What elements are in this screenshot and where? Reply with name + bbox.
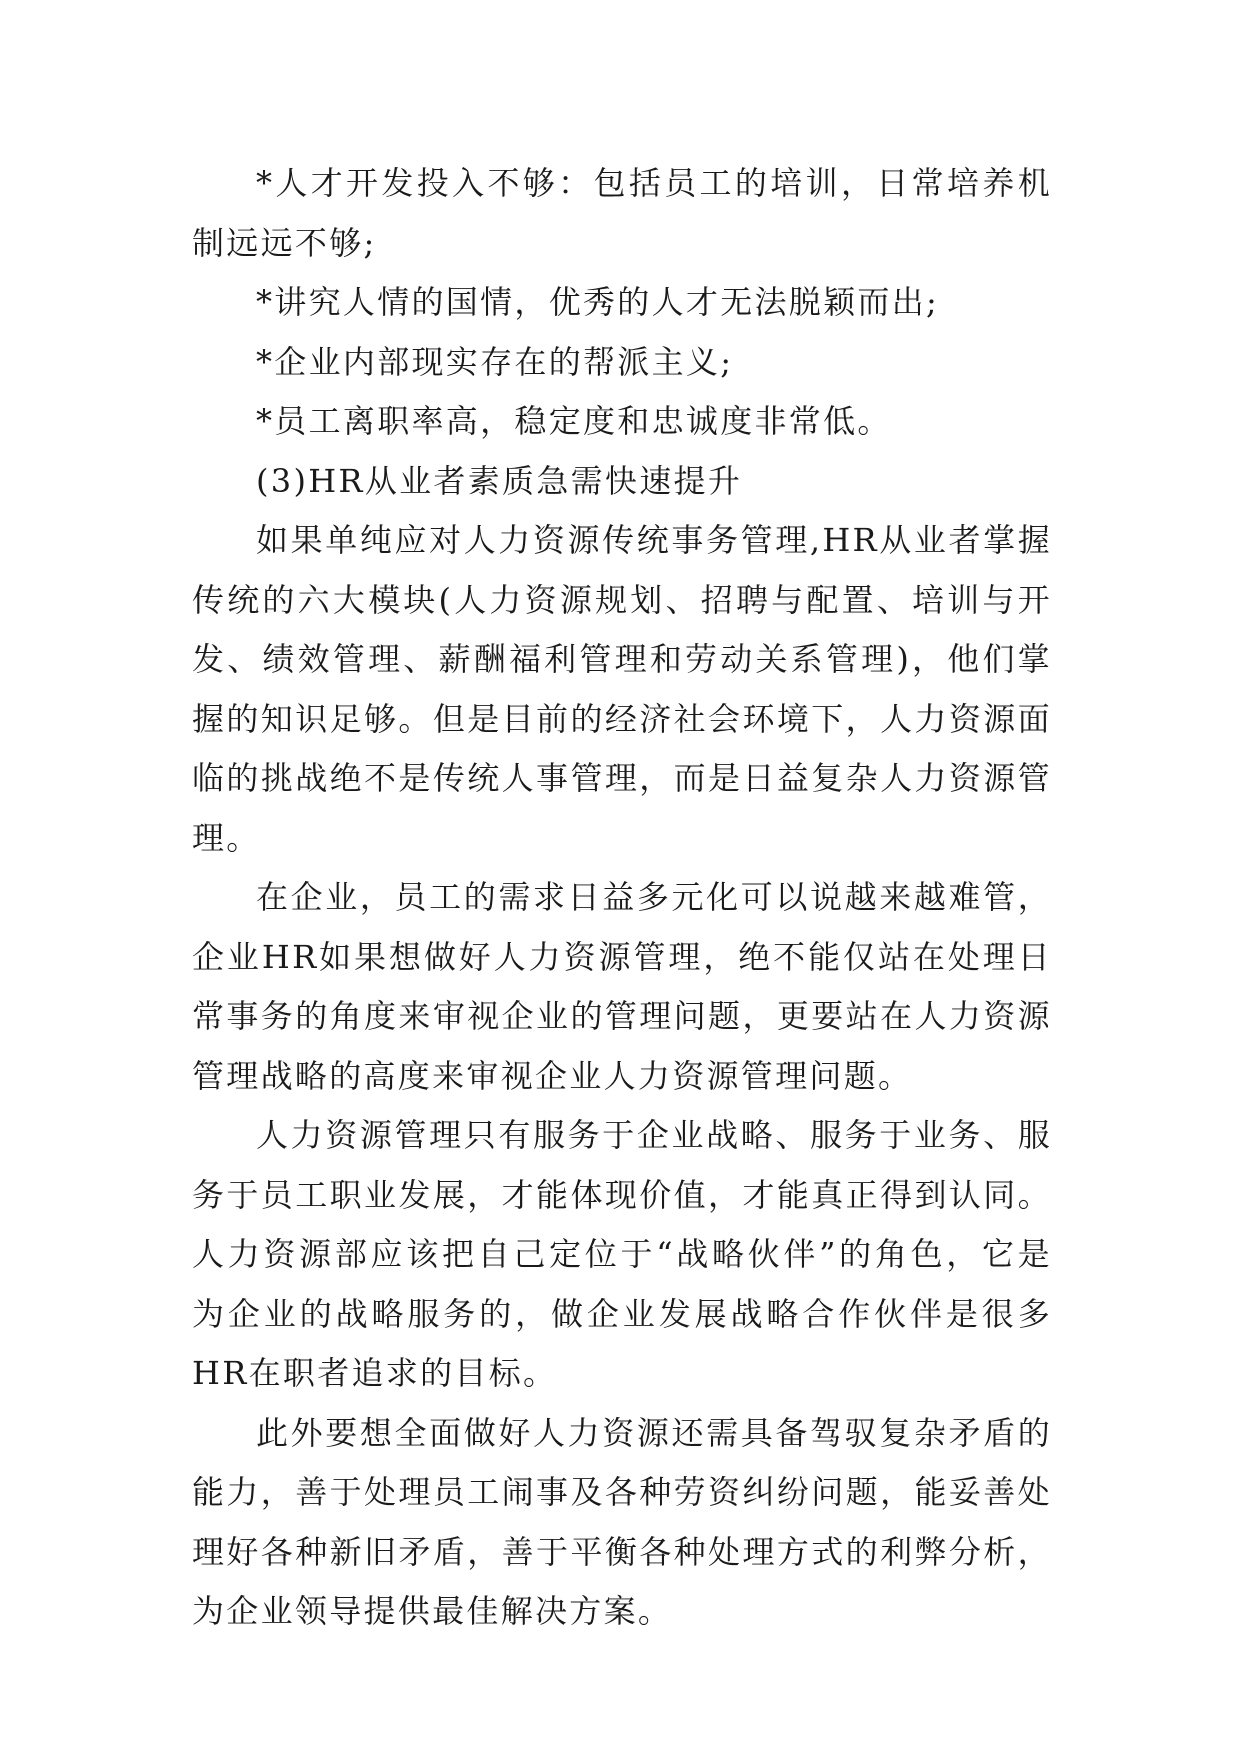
paragraph-conflict-handling: 此外要想全面做好人力资源还需具备驾驭复杂矛盾的能力，善于处理员工闹事及各种劳资纠纷问题，能妥善处理好各种新旧矛盾，善于平衡各种处理方式的利弊分析，为企业领导提供最佳解决方案。 [192, 1413, 1052, 1630]
paragraph-traditional-modules: 如果单纯应对人力资源传统事务管理,HR从业者掌握传统的六大模块(人力资源规划、招聘与配置、培训与开发、绩效管理、薪酬福利管理和劳动关系管理)，他们掌握的知识足够。但是目前的经济社会环境下，人力资源面临的挑战绝不是传统人事管理，而是日益复杂人力资源管理。 [192, 521, 1052, 857]
document-body [192, 154, 1052, 1642]
paragraph-human-relations: *讲究人情的国情，优秀的人才无法脱颖而出; [256, 283, 940, 321]
section-heading-hr-quality: (3)HR从业者素质急需快速提升 [256, 461, 743, 500]
paragraph-talent-investment: *人才开发投入不够：包括员工的培训，日常培养机制远远不够; [192, 164, 1052, 262]
paragraph-turnover: *员工离职率高，稳定度和忠诚度非常低。 [256, 402, 892, 440]
paragraph-employee-needs: 在企业，员工的需求日益多元化可以说越来越难管，企业HR如果想做好人力资源管理，绝不能仅站在处理日常事务的角度来审视企业的管理问题，更要站在人力资源管理战略的高度来审视企业人力资源管理问题。 [192, 878, 1052, 1095]
paragraph-strategic-partner: 人力资源管理只有服务于企业战略、服务于业务、服务于员工职业发展，才能体现价值，才能真正得到认同。人力资源部应该把自己定位于“战略伙伴”的角色，它是为企业的战略服务的，做企业发展战略合作伙伴是很多HR在职者追求的目标。 [192, 1116, 1052, 1392]
paragraph-factionalism: *企业内部现实存在的帮派主义; [256, 342, 734, 381]
